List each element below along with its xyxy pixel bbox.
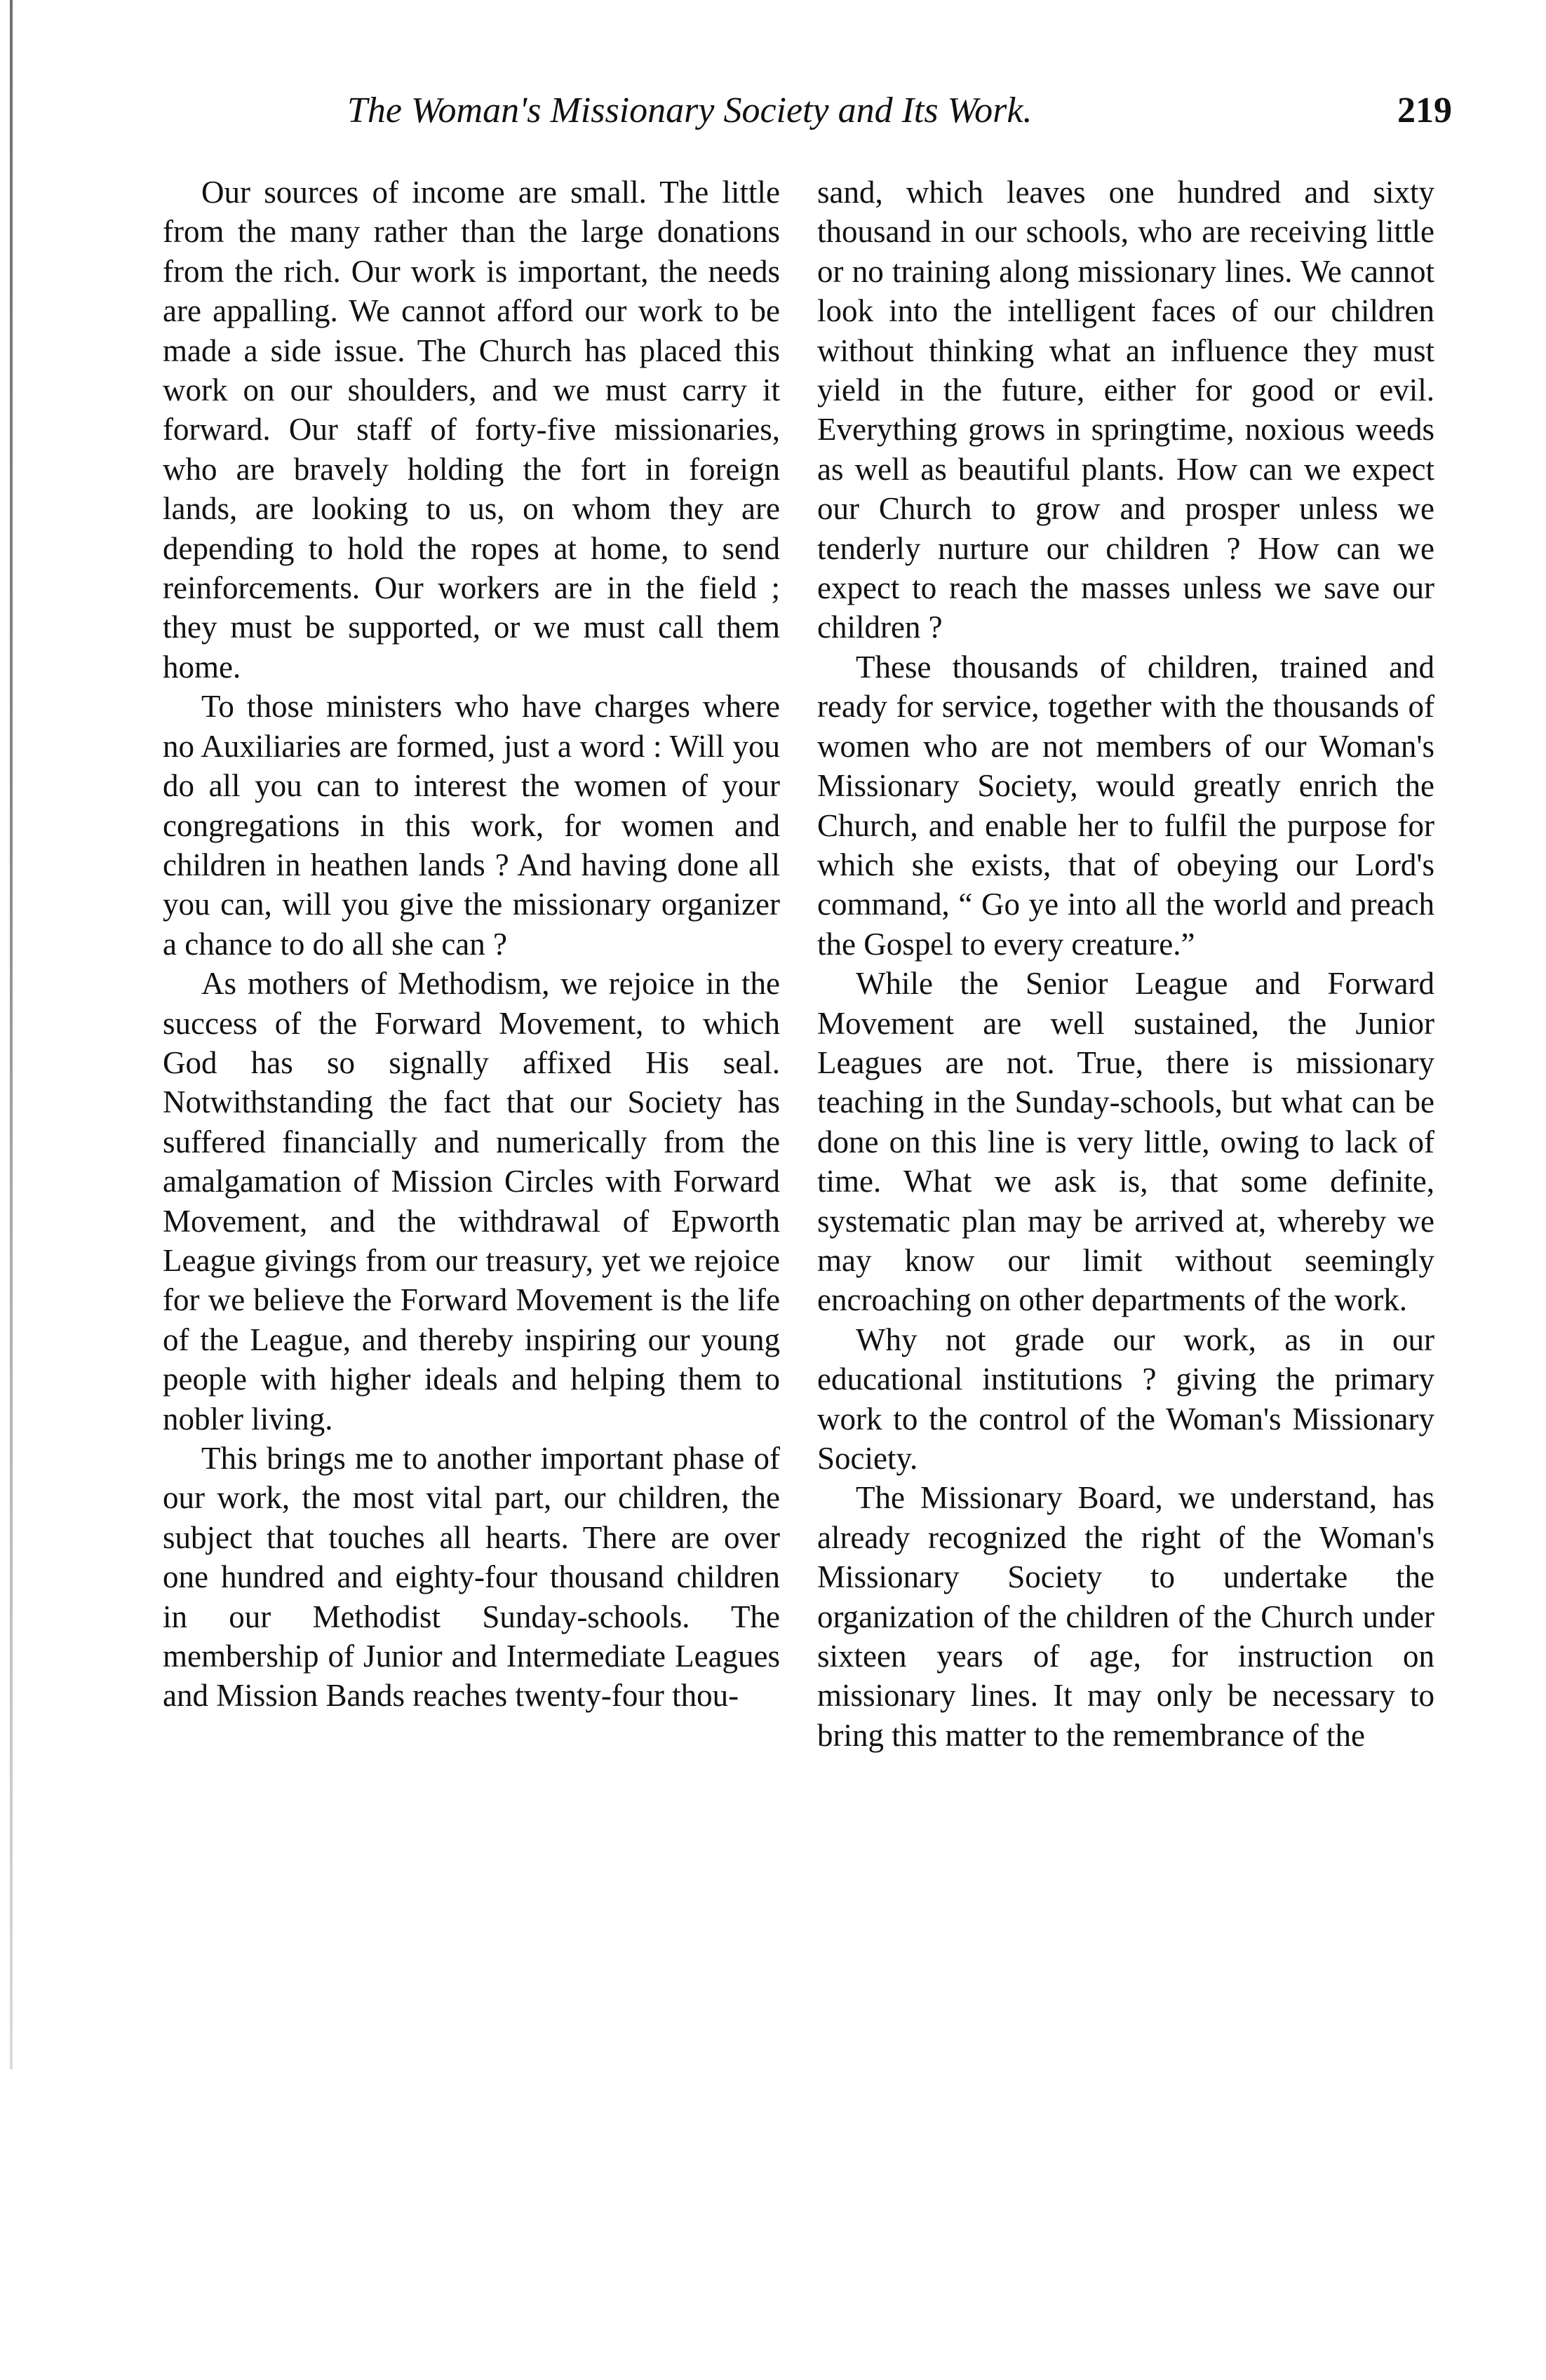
page-number: 219	[1397, 90, 1452, 130]
right-column	[817, 173, 1434, 1755]
left-column	[163, 173, 780, 1716]
paragraph: Why not grade our work, as in our educational institutions ? giving the primary work to the control of the Woman's Missionary Society.	[817, 1322, 1434, 1476]
paragraph: Our sources of income are small. The little from the many rather than the large donations from the rich. Our work is important, the needs are appalling. We cannot afford our work to be made a side issue. The Church has placed this work on our shoulders, and we must carry it forward. Our staff of forty-five missionaries, who are bravely holding the fort in foreign lands, are looking to us, on whom they are depending to hold the ropes at home, to send reinforcements. Our workers are in the field ; they must be supported, or we must call them home.	[163, 175, 780, 685]
paragraph: The Missionary Board, we understand, has already recognized the right of the Woman's Missionary Society to undertake the organization of the children of the Church under sixteen years of age, for instruction on missionary lines. It may only be necessary to bring this matter to the remembrance of the	[817, 1480, 1434, 1753]
paragraph: While the Senior League and Forward Movement are well sustained, the Junior Leagues are not. True, there is missionary teaching in the Sunday-schools, but what can be done on this line is very little, owing to lack of time. What we ask is, that some definite, systematic plan may be arrived at, whereby we may know our limit without seemingly encroaching on other departments of the work.	[817, 966, 1434, 1318]
binding-edge-rule	[10, 0, 13, 2069]
paragraph: This brings me to another important phase of our work, the most vital part, our children, the subject that touches all hearts. There are over one hundred and eighty-four thousand children in our Methodist Sunday-schools. The membership of Junior and Intermediate Leagues and Mission Bands reaches twenty-four thou-	[163, 1441, 780, 1714]
paragraph: To those ministers who have charges where no Auxiliaries are formed, just a word : Will you do all you can to interest the women of your congregations in this work, for women and children in heathen lands ? And having done all you can, will you give the missionary organizer a chance to do all she can ?	[163, 689, 780, 962]
paragraph: sand, which leaves one hundred and sixty thousand in our schools, who are receiving little or no training along missionary lines. We cannot look into the intelligent faces of our children without thinking what an influence they must yield in the future, either for good or evil. Everything grows in springtime, noxious weeds as well as beautiful plants. How can we expect our Church to grow and prosper unless we tenderly nurture our children ? How can we expect to reach the masses unless we save our children ?	[817, 175, 1434, 645]
paragraph: These thousands of children, trained and ready for service, together with the thousands of women who are not members of our Woman's Missionary Society, would greatly enrich the Church, and enable her to fulfil the purpose for which she exists, that of obeying our Lord's command, “ Go ye into all the world and preach the Gospel to every creature.”	[817, 649, 1434, 962]
page-header	[337, 83, 1452, 146]
running-title: The Woman's Missionary Society and Its Work.	[347, 90, 1033, 130]
paragraph: As mothers of Methodism, we rejoice in the success of the Forward Movement, to which God has so signally affixed His seal. Notwithstanding the fact that our Society has suffered financially and numerically from the amalgamation of Mission Circles with Forward Movement, and the withdrawal of Epworth League givings from our treasury, yet we rejoice for we believe the Forward Movement is the life of the League, and thereby inspiring our young people with higher ideals and helping them to nobler living.	[163, 966, 780, 1437]
